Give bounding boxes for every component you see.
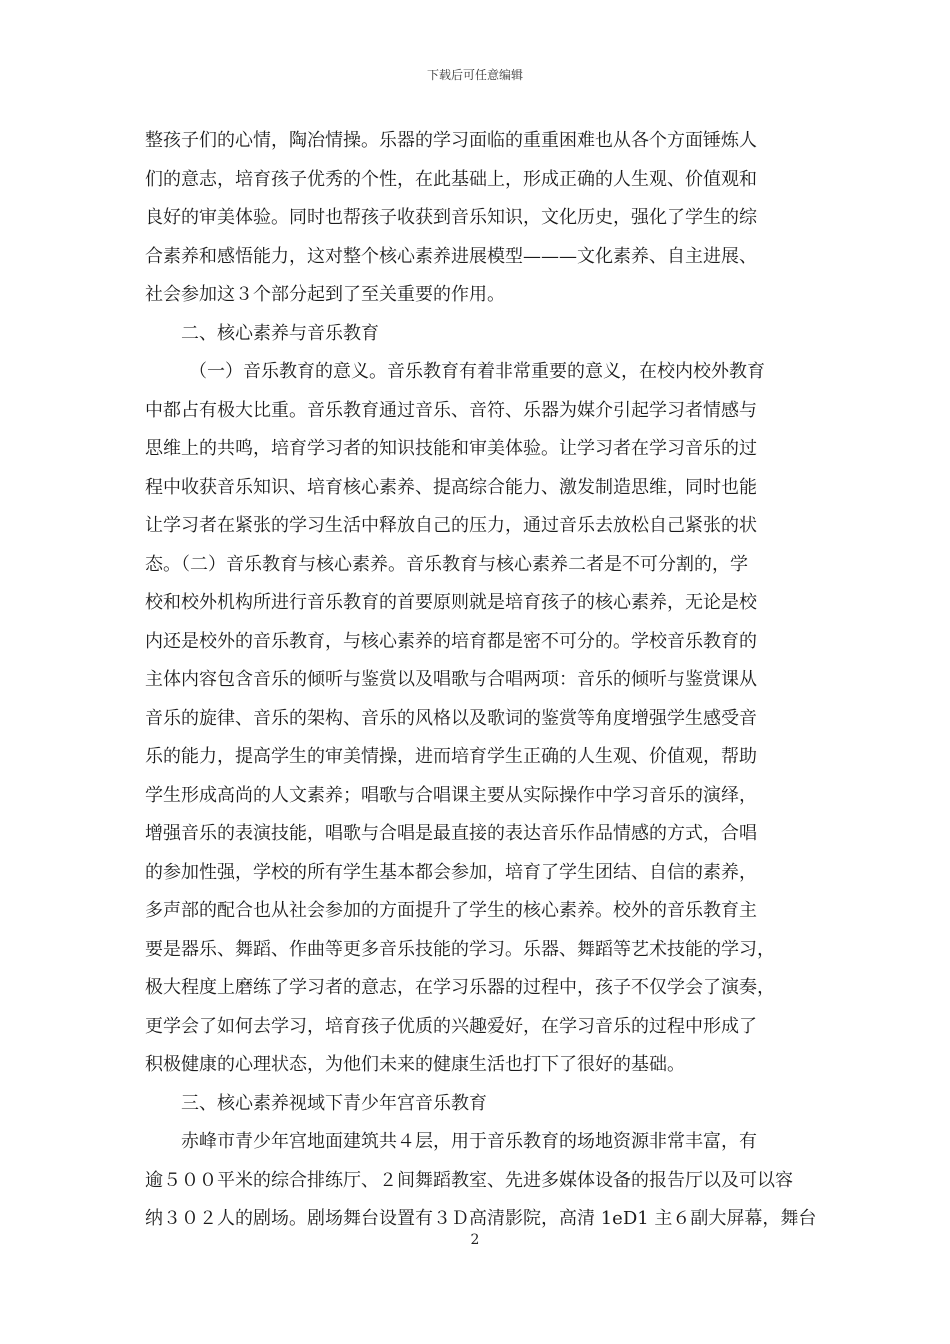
- text-line: 极大程度上磨练了学习者的意志，在学习乐器的过程中，孩子不仅学会了演奏，: [145, 977, 775, 998]
- section-heading: 二、核心素养与音乐教育: [181, 322, 379, 344]
- text-line: （一）音乐教育的意义。音乐教育有着非常重要的意义，在校内校外教育: [189, 361, 765, 382]
- page-header: 下载后可任意编辑: [426, 68, 523, 82]
- text-line: 校和校外机构所进行音乐教育的首要原则就是培育孩子的核心素养，无论是校: [145, 592, 757, 613]
- text-line: 更学会了如何去学习，培育孩子优质的兴趣爱好，在学习音乐的过程中形成了: [145, 1015, 757, 1037]
- text-line: 增强音乐的表演技能，唱歌与合唱是最直接的表达音乐作品情感的方式，合唱: [145, 823, 757, 844]
- text-line: 积极健康的心理状态，为他们未来的健康生活也打下了很好的基础。: [145, 1054, 685, 1075]
- text-line: 态。（二）音乐教育与核心素养。音乐教育与核心素养二者是不可分割的，学: [145, 553, 748, 575]
- section-heading: 三、核心素养视域下青少年宫音乐教育: [181, 1092, 487, 1114]
- text-line: 要是器乐、舞蹈、作曲等更多音乐技能的学习。乐器、舞蹈等艺术技能的学习，: [145, 938, 775, 960]
- body-text: [145, 122, 825, 1239]
- text-line: 学生形成高尚的人文素养；唱歌与合唱课主要从实际操作中学习音乐的演绎，: [145, 784, 757, 806]
- text-line: 思维上的共鸣，培育学习者的知识技能和审美体验。让学习者在学习音乐的过: [145, 438, 757, 459]
- text-line: 整孩子们的心情，陶冶情操。乐器的学习面临的重重困难也从各个方面锤炼人: [145, 130, 757, 151]
- text-line: 纳３０２人的剧场。剧场舞台设置有３Ｄ高清影院，高清 1eD1 主６副大屏幕，舞台: [145, 1208, 817, 1229]
- text-line: 中都占有极大比重。音乐教育通过音乐、音符、乐器为媒介引起学习者情感与: [145, 399, 757, 421]
- page-number: 2: [470, 1232, 480, 1248]
- text-line: 内还是校外的音乐教育，与核心素养的培育都是密不可分的。学校音乐教育的: [145, 630, 757, 652]
- text-line: 赤峰市青少年宫地面建筑共４层，用于音乐教育的场地资源非常丰富，有: [181, 1131, 757, 1152]
- text-line: 社会参加这３个部分起到了至关重要的作用。: [145, 284, 505, 305]
- text-line: 程中收获音乐知识、培育核心素养、提高综合能力、激发制造思维，同时也能: [145, 476, 757, 498]
- text-line: 们的意志，培育孩子优秀的个性，在此基础上，形成正确的人生观、价值观和: [145, 168, 757, 190]
- text-line: 乐的能力，提高学生的审美情操，进而培育学生正确的人生观、价值观，帮助: [145, 746, 757, 767]
- text-line: 逾５００平米的综合排练厅、２间舞蹈教室、先进多媒体设备的报告厅以及可以容: [145, 1169, 793, 1191]
- text-line: 多声部的配合也从社会参加的方面提升了学生的核心素养。校外的音乐教育主: [145, 900, 757, 921]
- text-line: 的参加性强，学校的所有学生基本都会参加，培育了学生团结、自信的素养，: [145, 861, 757, 883]
- text-line: 主体内容包含音乐的倾听与鉴赏以及唱歌与合唱两项：音乐的倾听与鉴赏课从: [145, 669, 757, 690]
- text-line: 让学习者在紧张的学习生活中释放自己的压力，通过音乐去放松自己紧张的状: [145, 515, 757, 536]
- text-line: 合素养和感悟能力，这对整个核心素养进展模型———文化素养、自主进展、: [145, 245, 757, 267]
- text-line: 良好的审美体验。同时也帮孩子收获到音乐知识，文化历史，强化了学生的综: [145, 207, 757, 228]
- text-line: 音乐的旋律、音乐的架构、音乐的风格以及歌词的鉴赏等角度增强学生感受音: [145, 707, 757, 729]
